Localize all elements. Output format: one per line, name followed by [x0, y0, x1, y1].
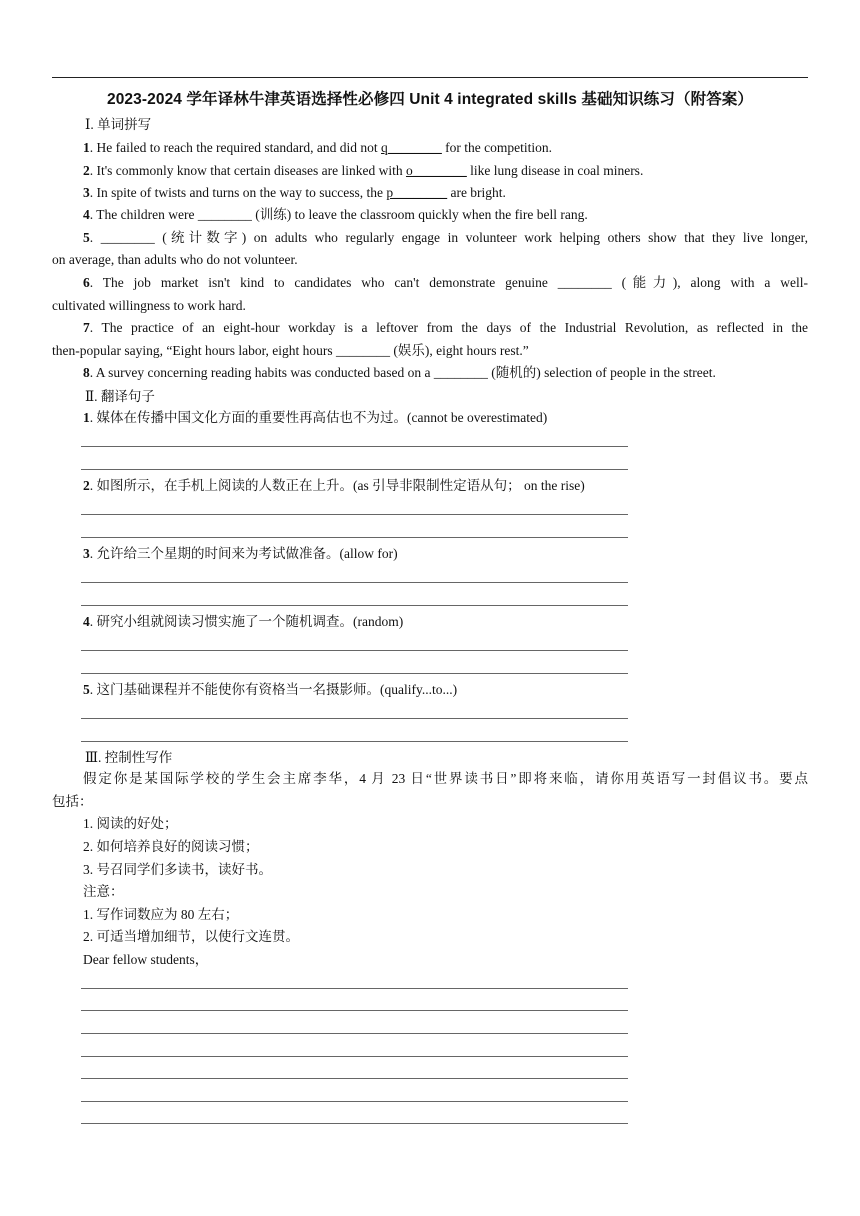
s2-item-3: 3. 允许给三个星期的时间来为考试做准备。(allow for) [83, 546, 398, 561]
answer-line[interactable] [81, 469, 628, 470]
answer-line[interactable] [81, 514, 628, 515]
note-2: 2. 可适当增加细节，以使行文连贯。 [83, 929, 299, 944]
notes-label: 注意： [83, 884, 124, 899]
s2-item-1: 1. 媒体在传播中国文化方面的重要性再高估也不为过。(cannot be overestimated) [83, 410, 548, 425]
answer-line[interactable] [81, 537, 628, 538]
section1-heading: Ⅰ. 单词拼写 [85, 117, 152, 132]
note-1: 1. 写作词数应为 80 左右； [83, 907, 239, 922]
s1-item-4: 4. The children were ________ (训练) to leave the classroom quickly when the fire bell rang. [83, 207, 588, 222]
writing-line[interactable] [81, 1056, 628, 1057]
s1-item-6-cont: cultivated willingness to work hard. [52, 298, 246, 313]
s2-item-5: 5. 这门基础课程并不能使你有资格当一名摄影师。(qualify...to...) [83, 682, 458, 697]
page-title: 2023-2024 学年译林牛津英语选择性必修四 Unit 4 integrated skills 基础知识练习（附答案） [106, 91, 754, 108]
answer-line[interactable] [81, 446, 628, 447]
writing-line[interactable] [81, 1033, 628, 1034]
answer-line[interactable] [81, 582, 628, 583]
answer-line[interactable] [81, 741, 628, 742]
writing-point-3: 3. 号召同学们多读书，读好书。 [83, 862, 272, 877]
s1-item-5-cont: on average, than adults who do not volunteer. [52, 252, 298, 267]
s1-item-8: 8. A survey concerning reading habits was conducted based on a ________ (随机的) selection of people in the street. [83, 365, 716, 380]
s2-item-2: 2. 如图所示，在手机上阅读的人数正在上升。(as 引导非限制性定语从句； on the rise) [83, 478, 585, 493]
section3-heading: Ⅲ. 控制性写作 [85, 750, 173, 765]
answer-line[interactable] [81, 673, 628, 674]
writing-prompt-cont: 包括： [52, 794, 93, 809]
s1-blank-1[interactable]: q________ [381, 140, 442, 155]
section2-heading: Ⅱ. 翻译句子 [85, 389, 155, 404]
writing-line[interactable] [81, 1101, 628, 1102]
writing-line[interactable] [81, 1078, 628, 1079]
writing-point-1: 1. 阅读的好处； [83, 816, 178, 831]
s2-item-4: 4. 研究小组就阅读习惯实施了一个随机调查。(random) [83, 614, 404, 629]
writing-line[interactable] [81, 988, 628, 989]
answer-line[interactable] [81, 650, 628, 651]
writing-prompt: 假定你是某国际学校的学生会主席李华，4 月 23 日“世界读书日”即将来临，请你用英语写一封倡议书。要点 [83, 771, 808, 786]
s1-blank-2[interactable]: o________ [405, 163, 467, 178]
writing-point-2: 2. 如何培养良好的阅读习惯； [83, 839, 259, 854]
header-rule [52, 77, 808, 78]
s1-item-1: 1. He failed to reach the required standard, and did not q________ for the competition. [83, 140, 552, 155]
s1-item-5: 5. ________ (统计数字) on adults who regularly engage in volunteer work helping others show that they live longer, [83, 230, 808, 245]
answer-line[interactable] [81, 718, 628, 719]
writing-line[interactable] [81, 1010, 628, 1011]
s1-item-7: 7. The practice of an eight-hour workday is a leftover from the days of the Industrial Revolution, as reflected in the [83, 320, 808, 335]
writing-line[interactable] [81, 1123, 628, 1124]
s1-item-7-cont: then-popular saying, “Eight hours labor, eight hours ________ (娱乐), eight hours rest.” [52, 343, 529, 358]
s1-item-6: 6. The job market isn't kind to candidates who can't demonstrate genuine ________ (能力), along with a well- [83, 275, 808, 290]
answer-line[interactable] [81, 605, 628, 606]
letter-greeting: Dear fellow students， [83, 952, 209, 967]
s1-item-2: 2. It's commonly know that certain diseases are linked with o________ like lung disease in coal miners. [83, 163, 644, 178]
s1-item-3: 3. In spite of twists and turns on the way to success, the p________ are bright. [83, 185, 506, 200]
s1-blank-3[interactable]: p________ [386, 185, 448, 200]
